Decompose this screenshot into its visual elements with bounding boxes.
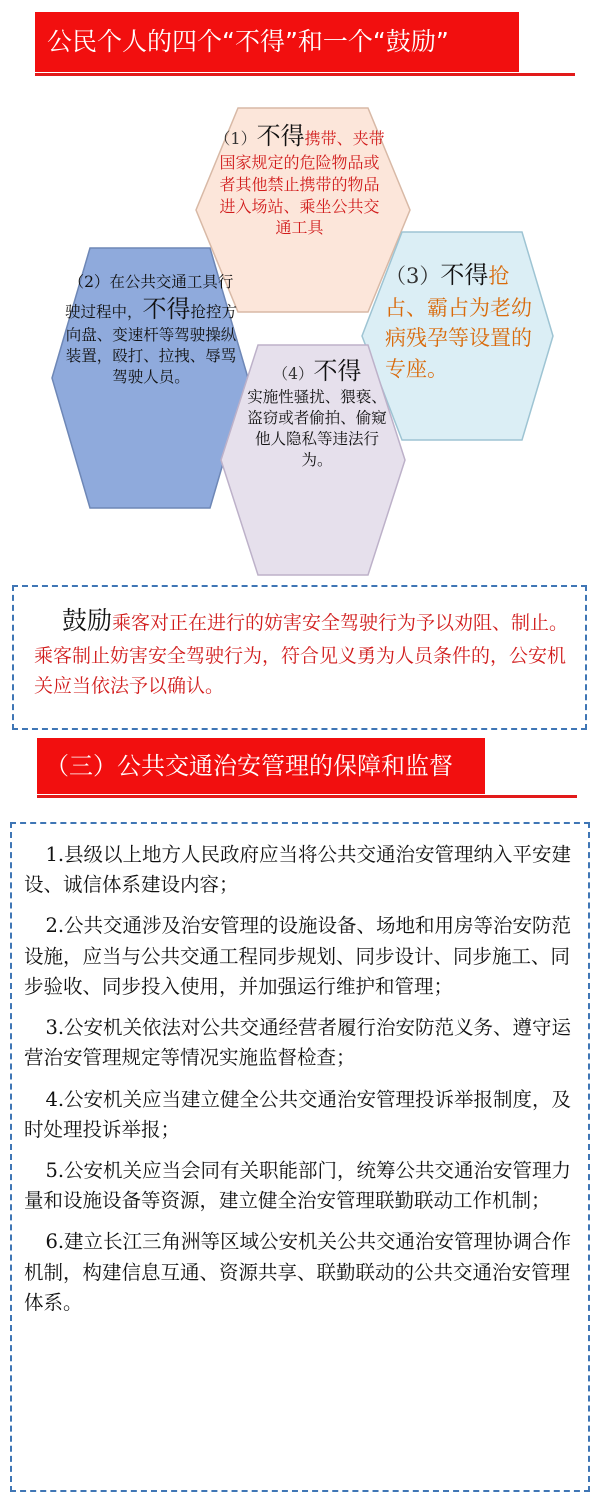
hexagon-4-number: （4） xyxy=(272,365,314,383)
section2-title: （三）公共交通治安管理的保障和监督 xyxy=(45,752,453,780)
hexagon-2-body: 抢控方向盘、变速杆等驾驶操纵装置，殴打、拉拽、辱骂驾驶人员。 xyxy=(65,302,238,387)
measure-item-1: 1.县级以上地方人民政府应当将公共交通治安管理纳入平安建设、诚信体系建设内容； xyxy=(24,843,572,897)
hexagon-3-body: 抢占、霸占为老幼病残孕等设置的专座。 xyxy=(385,264,532,381)
hexagon-2-text xyxy=(62,272,240,388)
hexagon-3-keyword: 不得 xyxy=(440,261,489,289)
hexagon-2-keyword: 不得 xyxy=(142,294,191,323)
measure-item-6: 6.建立长江三角洲等区域公安机关公共交通治安管理协调合作机制，构建信息互通、资源共享、联勤联动的公共交通治安管理体系。 xyxy=(24,1230,572,1314)
section1-title: 公民个人的四个“不得”和一个“鼓励” xyxy=(47,27,449,56)
hexagon-2-intro: （2）在公共交通工具行驶过程中， xyxy=(64,273,234,321)
hexagon-4-body: 实施性骚扰、猥亵、盗窃或者偷拍、偷窥他人隐私等违法行为。 xyxy=(247,388,387,470)
hexagon-3-text xyxy=(385,258,535,384)
encourage-box xyxy=(12,585,587,730)
hexagon-4-text xyxy=(247,355,387,471)
section2-title-underline xyxy=(37,795,577,798)
encourage-keyword: 鼓励 xyxy=(62,606,113,635)
encourage-text: 乘客对正在进行的妨害安全驾驶行为予以劝阻、制止。乘客制止妨害安全驾驶行为，符合见义勇为人员条件的，公安机关应当依法予以确认。 xyxy=(34,612,569,698)
hexagon-1-keyword: 不得 xyxy=(256,122,305,150)
section2-title-banner xyxy=(37,738,485,794)
measures-box xyxy=(10,822,590,1492)
hexagon-1-number: （1） xyxy=(214,129,257,148)
hexagon-1-text xyxy=(212,120,387,239)
measure-item-3: 3.公安机关依法对公共交通经营者履行治安防范义务、遵守运营治安管理规定等情况实施监督检查； xyxy=(24,1016,572,1070)
measure-item-4: 4.公安机关应当建立健全公共交通治安管理投诉举报制度，及时处理投诉举报； xyxy=(24,1087,572,1141)
hexagon-3-number: （3） xyxy=(385,264,441,288)
measure-item-5: 5.公安机关应当会同有关职能部门，统筹公共交通治安管理力量和设施设备等资源，建立健全治安管理联勤联动工作机制； xyxy=(24,1158,572,1213)
hexagon-1-body: 携带、夹带国家规定的危险物品或者其他禁止携带的物品进入场站、乘坐公共交通工具 xyxy=(219,129,385,238)
measure-item-2: 2.公共交通涉及治安管理的设施设备、场地和用房等治安防范设施，应当与公共交通工程同步规划、同步设计、同步施工、同步验收、同步投入使用，并加强运行维护和管理； xyxy=(24,914,572,998)
hexagon-4-keyword: 不得 xyxy=(313,357,362,385)
